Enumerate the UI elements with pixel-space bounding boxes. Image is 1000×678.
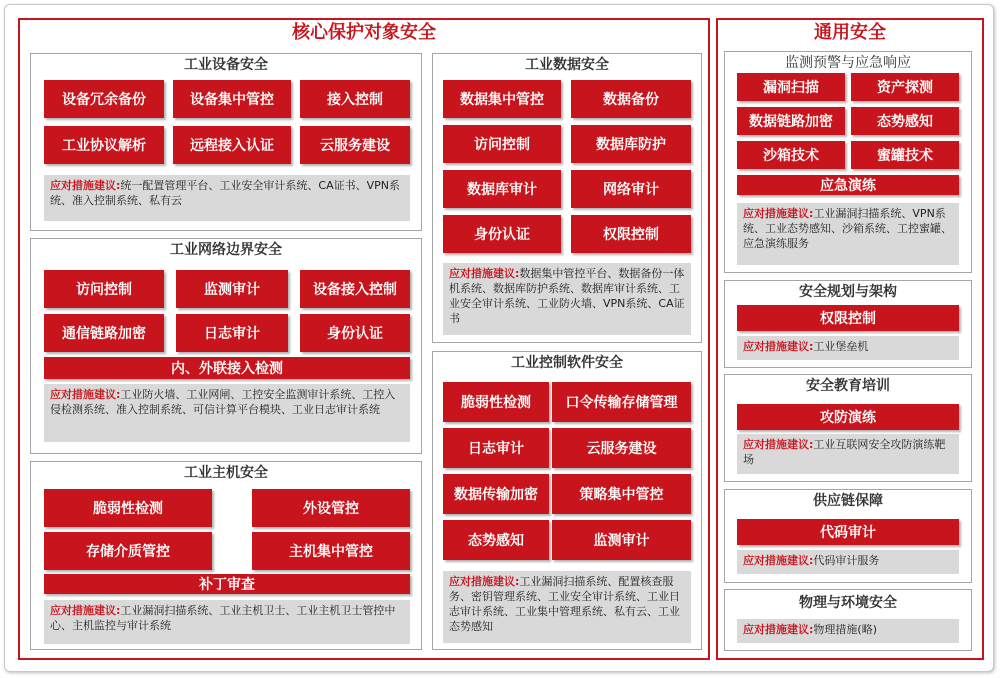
supply-note <box>737 550 959 574</box>
data-btn-backup: 数据备份 <box>571 80 691 118</box>
training-title: 安全教育培训 <box>806 378 890 394</box>
monitor-btn-vuln-scan: 漏洞扫描 <box>737 73 845 101</box>
supply-bar-code-audit: 代码审计 <box>737 519 959 545</box>
host-btn-host-central: 主机集中管控 <box>252 532 410 570</box>
network-btn-link-encrypt: 通信链路加密 <box>44 314 164 352</box>
software-title: 工业控制软件安全 <box>511 355 623 371</box>
host-note-text: 工业漏洞扫描系统、工业主机卫士、工业主机卫士管控中心、主机监控与审计系统 <box>50 604 396 632</box>
host-btn-storage-media: 存储介质管控 <box>44 532 212 570</box>
host-btn-vuln-detect: 脆弱性检测 <box>44 489 212 527</box>
software-note-text: 工业漏洞扫描系统、配置核查服务、密钥管理系统、工业安全审计系统、工业日志审计系统、工业集中管理系统、私有云、工业态势感知 <box>449 575 680 633</box>
supply-title: 供应链保障 <box>813 493 883 509</box>
planning-bar-permission: 权限控制 <box>737 305 959 331</box>
planning-title: 安全规划与架构 <box>799 284 897 300</box>
device-btn-central-control: 设备集中管控 <box>173 80 291 118</box>
host-title: 工业主机安全 <box>184 465 268 481</box>
software-btn-password-mgmt: 口令传输存储管理 <box>552 382 691 422</box>
physical-note <box>737 619 959 643</box>
monitor-bar-emergency-drill: 应急演练 <box>737 175 959 195</box>
monitor-note-text: 工业漏洞扫描系统、VPN系统、工业态势感知、沙箱系统、工控蜜罐、应急演练服务 <box>743 207 952 250</box>
network-note-lead: 应对措施建议: <box>50 388 121 401</box>
device-note-lead: 应对措施建议: <box>50 179 121 192</box>
host-note <box>44 600 410 644</box>
training-bar-attack-defense: 攻防演练 <box>737 404 959 430</box>
device-btn-cloud: 云服务建设 <box>300 126 410 164</box>
planning-note <box>737 336 959 360</box>
data-btn-net-audit: 网络审计 <box>571 170 691 208</box>
monitor-btn-asset-detect: 资产探测 <box>851 73 959 101</box>
training-note <box>737 434 959 474</box>
device-btn-access-control: 接入控制 <box>300 80 410 118</box>
physical-title: 物理与环境安全 <box>799 595 897 611</box>
monitor-btn-honeypot: 蜜罐技术 <box>851 141 959 169</box>
network-btn-log-audit: 日志审计 <box>176 314 288 352</box>
device-note-text: 统一配置管理平台、工业安全审计系统、CA证书、VPN系统、准入控制系统、私有云 <box>50 179 400 207</box>
data-btn-central: 数据集中管控 <box>443 80 561 118</box>
physical-note-text: 物理措施(略) <box>813 623 877 636</box>
network-bar-connection-detect: 内、外联接入检测 <box>44 357 410 379</box>
device-btn-remote-auth: 远程接入认证 <box>173 126 291 164</box>
network-btn-monitor-audit: 监测审计 <box>176 270 288 308</box>
software-btn-log-audit: 日志审计 <box>443 428 549 468</box>
software-btn-vuln-detect: 脆弱性检测 <box>443 382 549 422</box>
network-note-text: 工业防火墙、工业网闸、工控安全监测审计系统、工控入侵检测系统、准入控制系统、可信计算平台模块、工业日志审计系统 <box>50 388 396 416</box>
network-btn-identity: 身份认证 <box>300 314 410 352</box>
device-note <box>44 175 410 221</box>
data-btn-db-protect: 数据库防护 <box>571 125 691 163</box>
device-btn-redundant-backup: 设备冗余备份 <box>44 80 164 118</box>
host-note-lead: 应对措施建议: <box>50 604 121 617</box>
data-btn-identity: 身份认证 <box>443 215 561 253</box>
data-title: 工业数据安全 <box>525 57 609 73</box>
device-btn-protocol-parse: 工业协议解析 <box>44 126 164 164</box>
software-note-lead: 应对措施建议: <box>449 575 520 588</box>
monitor-btn-sandbox: 沙箱技术 <box>737 141 845 169</box>
monitor-btn-situation: 态势感知 <box>851 107 959 135</box>
software-btn-transfer-encrypt: 数据传输加密 <box>443 474 549 514</box>
network-btn-device-access: 设备接入控制 <box>300 270 410 308</box>
data-btn-db-audit: 数据库审计 <box>443 170 561 208</box>
monitor-title: 监测预警与应急响应 <box>785 55 911 71</box>
monitor-btn-link-encrypt: 数据链路加密 <box>737 107 845 135</box>
data-note-lead: 应对措施建议: <box>449 267 520 280</box>
data-btn-permission: 权限控制 <box>571 215 691 253</box>
data-note <box>443 263 691 335</box>
planning-note-lead: 应对措施建议: <box>743 340 814 353</box>
training-note-lead: 应对措施建议: <box>743 438 814 451</box>
host-btn-peripheral: 外设管控 <box>252 489 410 527</box>
physical-note-lead: 应对措施建议: <box>743 623 814 636</box>
data-note-text: 数据集中管控平台、数据备份一体机系统、数据库防护系统、数据库审计系统、工业安全审计系统、工业防火墙、VPN系统、CA证书 <box>449 267 685 325</box>
software-btn-situation: 态势感知 <box>443 520 549 560</box>
network-btn-access-control: 访问控制 <box>44 270 164 308</box>
training-note-text: 工业互联网安全攻防演练靶场 <box>743 438 946 466</box>
general-title: 通用安全 <box>814 22 886 43</box>
supply-note-lead: 应对措施建议: <box>743 554 814 567</box>
supply-note-text: 代码审计服务 <box>813 554 880 567</box>
data-btn-access: 访问控制 <box>443 125 561 163</box>
monitor-note-lead: 应对措施建议: <box>743 207 814 220</box>
device-title: 工业设备安全 <box>184 57 268 73</box>
software-note <box>443 571 691 643</box>
core-title: 核心保护对象安全 <box>292 22 436 43</box>
monitor-note <box>737 203 959 265</box>
planning-note-text: 工业堡垒机 <box>813 340 869 353</box>
network-note <box>44 384 410 442</box>
software-btn-policy-central: 策略集中管控 <box>552 474 691 514</box>
host-bar-patch-review: 补丁审查 <box>44 574 410 594</box>
network-title: 工业网络边界安全 <box>170 242 282 258</box>
software-btn-cloud: 云服务建设 <box>552 428 691 468</box>
software-btn-monitor-audit: 监测审计 <box>552 520 691 560</box>
